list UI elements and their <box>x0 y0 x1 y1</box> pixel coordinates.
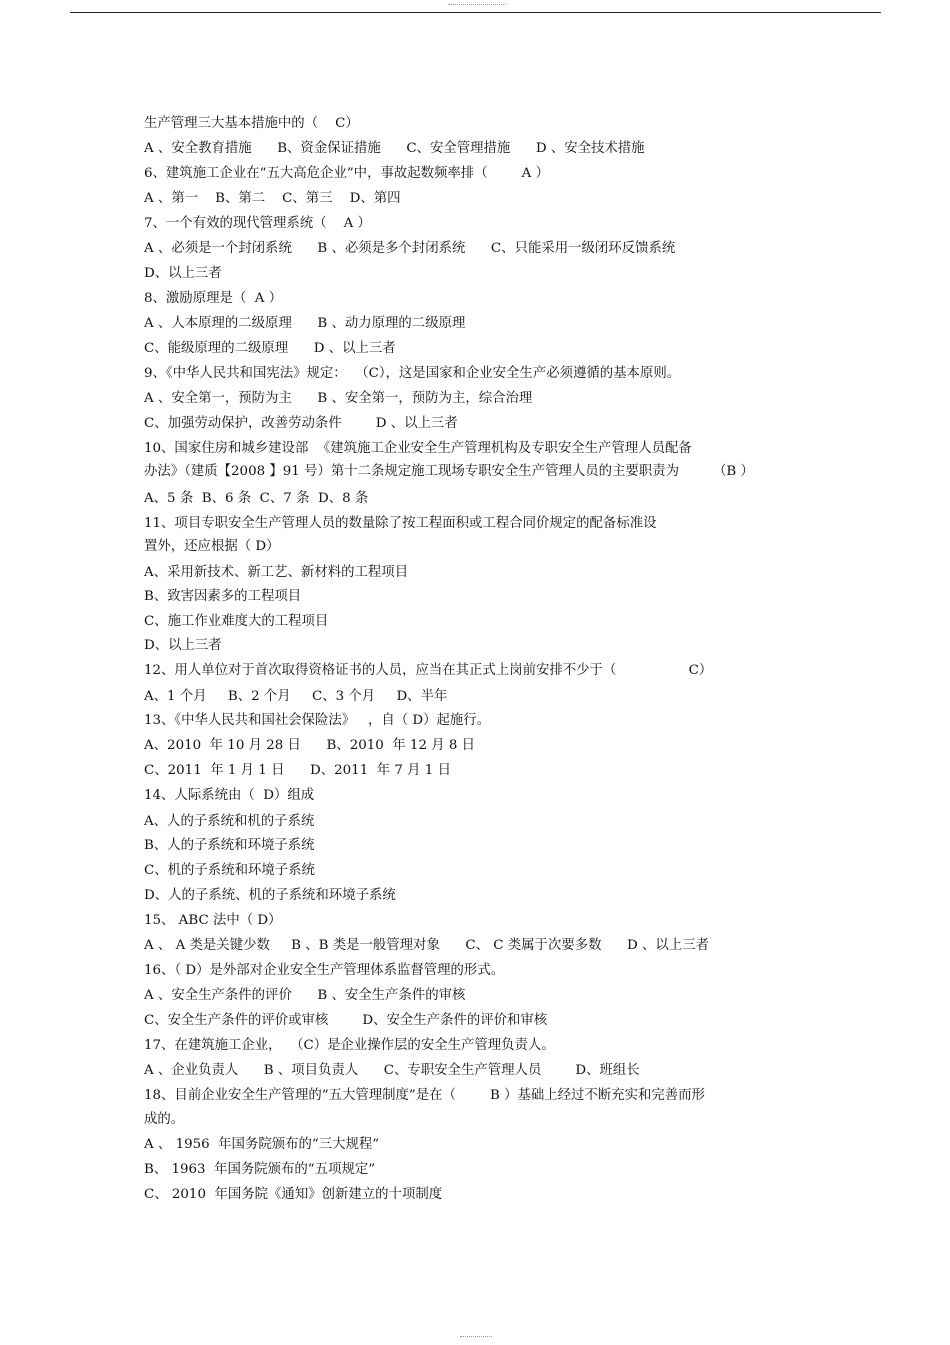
text-line: 生产管理三大基本措施中的（ C） <box>144 116 359 131</box>
text-line: 10、国家住房和城乡建设部 《建筑施工企业安全生产管理机构及专职安全生产管理人员配备 <box>144 441 692 456</box>
text-line: A 、必须是一个封闭系统 B 、必须是多个封闭系统 C、只能采用一级闭环反馈系统 <box>144 241 676 256</box>
text-line: 11、项目专职安全生产管理人员的数量除了按工程面积或工程合同价规定的配备标准设 <box>144 516 657 531</box>
text-line: 成的。 <box>144 1112 185 1127</box>
text-line: 6、建筑施工企业在“五大高危企业”中，事故起数频率排（ A ） <box>144 166 549 181</box>
text-line: A 、第一 B、第二 C、第三 D、第四 <box>144 191 401 206</box>
text-line: C、2011 年 1 月 1 日 D、2011 年 7 月 1 日 <box>144 763 451 778</box>
text-line: C、机的子系统和环境子系统 <box>144 863 315 878</box>
text-line: B、人的子系统和环境子系统 <box>144 838 315 853</box>
header-decoration <box>448 4 506 5</box>
text-line: B、 1963 年国务院颁布的“五项规定” <box>144 1162 376 1177</box>
text-line: A、5 条 B、6 条 C、7 条 D、8 条 <box>144 491 369 506</box>
text-line: 13、《中华人民共和国社会保险法》 ，自（ D）起施行。 <box>144 713 491 728</box>
text-line: A 、安全第一，预防为主 B 、安全第一，预防为主，综合治理 <box>144 391 533 406</box>
text-line: A 、安全教育措施 B、资金保证措施 C、安全管理措施 D 、安全技术措施 <box>144 141 645 156</box>
text-line: 12、用人单位对于首次取得资格证书的人员，应当在其正式上岗前安排不少于（ C） <box>144 663 713 678</box>
text-line: C、能级原理的二级原理 D 、以上三者 <box>144 341 396 356</box>
text-line: 18、目前企业安全生产管理的“五大管理制度”是在（ B ）基础上经过不断充实和完善而形 <box>144 1088 705 1103</box>
text-line: D、以上三者 <box>144 266 222 281</box>
text-line: B、致害因素多的工程项目 <box>144 589 302 604</box>
text-line: C、施工作业难度大的工程项目 <box>144 614 329 629</box>
text-line: A、2010 年 10 月 28 日 B、2010 年 12 月 8 日 <box>144 738 476 753</box>
text-line: A 、 1956 年国务院颁布的“三大规程” <box>144 1137 380 1152</box>
text-line: D、以上三者 <box>144 638 222 653</box>
text-line: 16、（ D）是外部对企业安全生产管理体系监督管理的形式。 <box>144 963 505 978</box>
text-line: 置外，还应根据（ D） <box>144 539 280 554</box>
text-line: A 、 A 类是关键少数 B 、B 类是一般管理对象 C、 C 类属于次要多数 D 、以上三者 <box>144 938 709 953</box>
header-rule <box>70 12 881 13</box>
text-line: 7、一个有效的现代管理系统（ A ） <box>144 216 371 231</box>
text-line: A、1 个月 B、2 个月 C、3 个月 D、半年 <box>144 689 448 704</box>
text-line: 15、 ABC 法中（ D） <box>144 913 282 928</box>
text-line: 办法》（建质【2008 】91 号）第十二条规定施工现场专职安全生产管理人员的主要职责为 （B ） <box>144 464 754 479</box>
text-line: C、安全生产条件的评价或审核 D、安全生产条件的评价和审核 <box>144 1013 548 1028</box>
text-line: C、加强劳动保护，改善劳动条件 D 、以上三者 <box>144 416 458 431</box>
text-line: A、人的子系统和机的子系统 <box>144 814 315 829</box>
text-line: D、人的子系统、机的子系统和环境子系统 <box>144 888 396 903</box>
text-line: 17、在建筑施工企业， （C）是企业操作层的安全生产管理负责人。 <box>144 1038 555 1053</box>
text-line: A 、企业负责人 B 、项目负责人 C、专职安全生产管理人员 D、班组长 <box>144 1063 640 1078</box>
text-line: A、采用新技术、新工艺、新材料的工程项目 <box>144 565 409 580</box>
text-line: 9、《中华人民共和国宪法》规定： （C），这是国家和企业安全生产必须遵循的基本原则。 <box>144 366 681 381</box>
text-line: A 、安全生产条件的评价 B 、安全生产条件的审核 <box>144 988 466 1003</box>
text-line: 8、激励原理是（ A ） <box>144 291 283 306</box>
text-line: A 、人本原理的二级原理 B 、动力原理的二级原理 <box>144 316 466 331</box>
footer-decoration <box>460 1336 492 1337</box>
text-line: C、 2010 年国务院《通知》创新建立的十项制度 <box>144 1187 443 1202</box>
text-line: 14、人际系统由（ D）组成 <box>144 788 315 803</box>
